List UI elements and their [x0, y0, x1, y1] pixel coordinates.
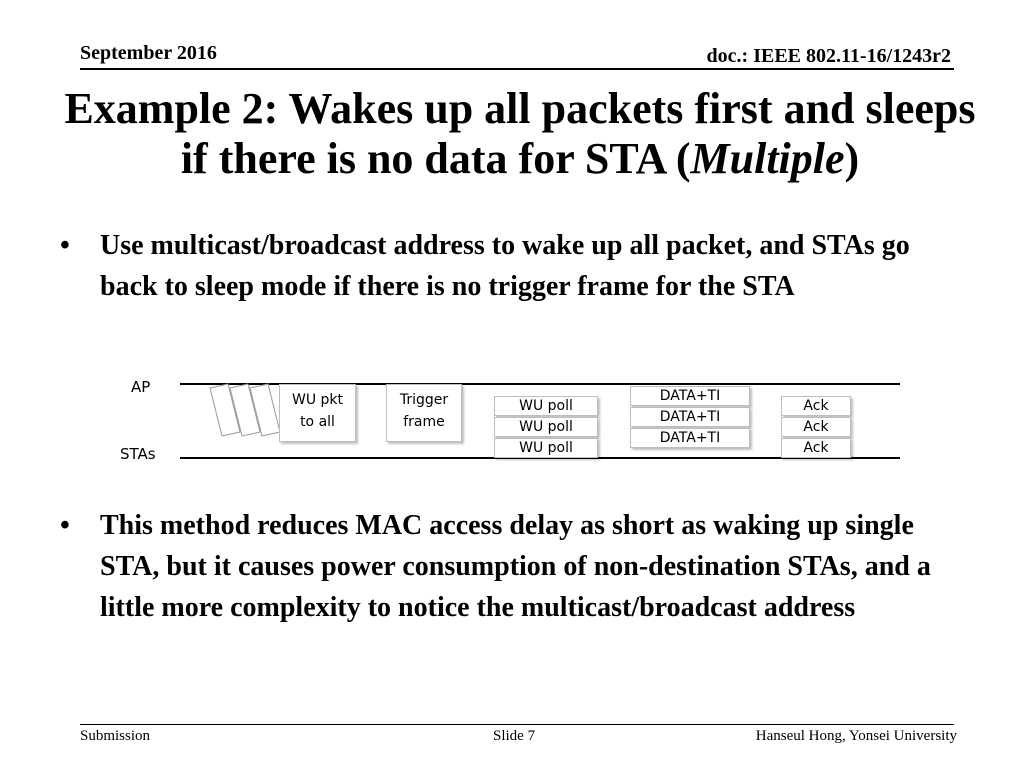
timing-diagram	[0, 370, 1024, 480]
title-italic: Multiple	[690, 134, 845, 183]
wu-pkt-box	[279, 384, 356, 442]
data-ti-3: DATA+TI	[630, 428, 750, 448]
header-divider	[80, 68, 954, 70]
ap-label: AP	[131, 378, 151, 396]
trigger-line-1: Trigger	[399, 392, 449, 408]
header-date: September 2016	[80, 42, 217, 64]
ack-1: Ack	[781, 396, 851, 416]
data-ti-2: DATA+TI	[630, 407, 750, 427]
wu-poll-1: WU poll	[494, 396, 598, 416]
bullet-marker: •	[60, 230, 70, 261]
title-close: )	[844, 134, 860, 183]
bullet-marker: •	[60, 510, 70, 541]
wu-poll-3: WU poll	[494, 438, 598, 458]
wu-pkt-line-1: WU pkt	[291, 392, 344, 408]
footer-author: Hanseul Hong, Yonsei University	[755, 728, 957, 744]
footer-divider	[80, 724, 954, 725]
wu-pkt-line-2: to all	[300, 414, 335, 430]
bullet-2-text: This method reduces MAC access delay as short as waking up single STA, but it causes power consumption of non-destination STAs, and a little more complexity to notice the multicast/broadcast address	[100, 510, 931, 623]
trigger-frame-box	[386, 384, 462, 442]
title-text: Example 2: Wakes up all packets first and sleeps if there is no data for STA (	[64, 84, 976, 183]
trigger-line-2: frame	[403, 414, 445, 430]
ack-2: Ack	[781, 417, 851, 437]
bullet-2	[60, 505, 970, 628]
wu-poll-2: WU poll	[494, 417, 598, 437]
header-doc-id: doc.: IEEE 802.11-16/1243r2	[706, 45, 951, 67]
ack-3: Ack	[781, 438, 851, 458]
footer-submission: Submission	[80, 728, 151, 744]
footer-slide-number: Slide 7	[493, 728, 536, 744]
bullet-1-text: Use multicast/broadcast address to wake up all packet, and STAs go back to sleep mode if there is no trigger frame for the STA	[100, 230, 910, 302]
bullet-1	[60, 225, 970, 307]
slide-title	[60, 84, 980, 184]
stas-label: STAs	[120, 445, 156, 463]
data-ti-1: DATA+TI	[630, 386, 750, 406]
